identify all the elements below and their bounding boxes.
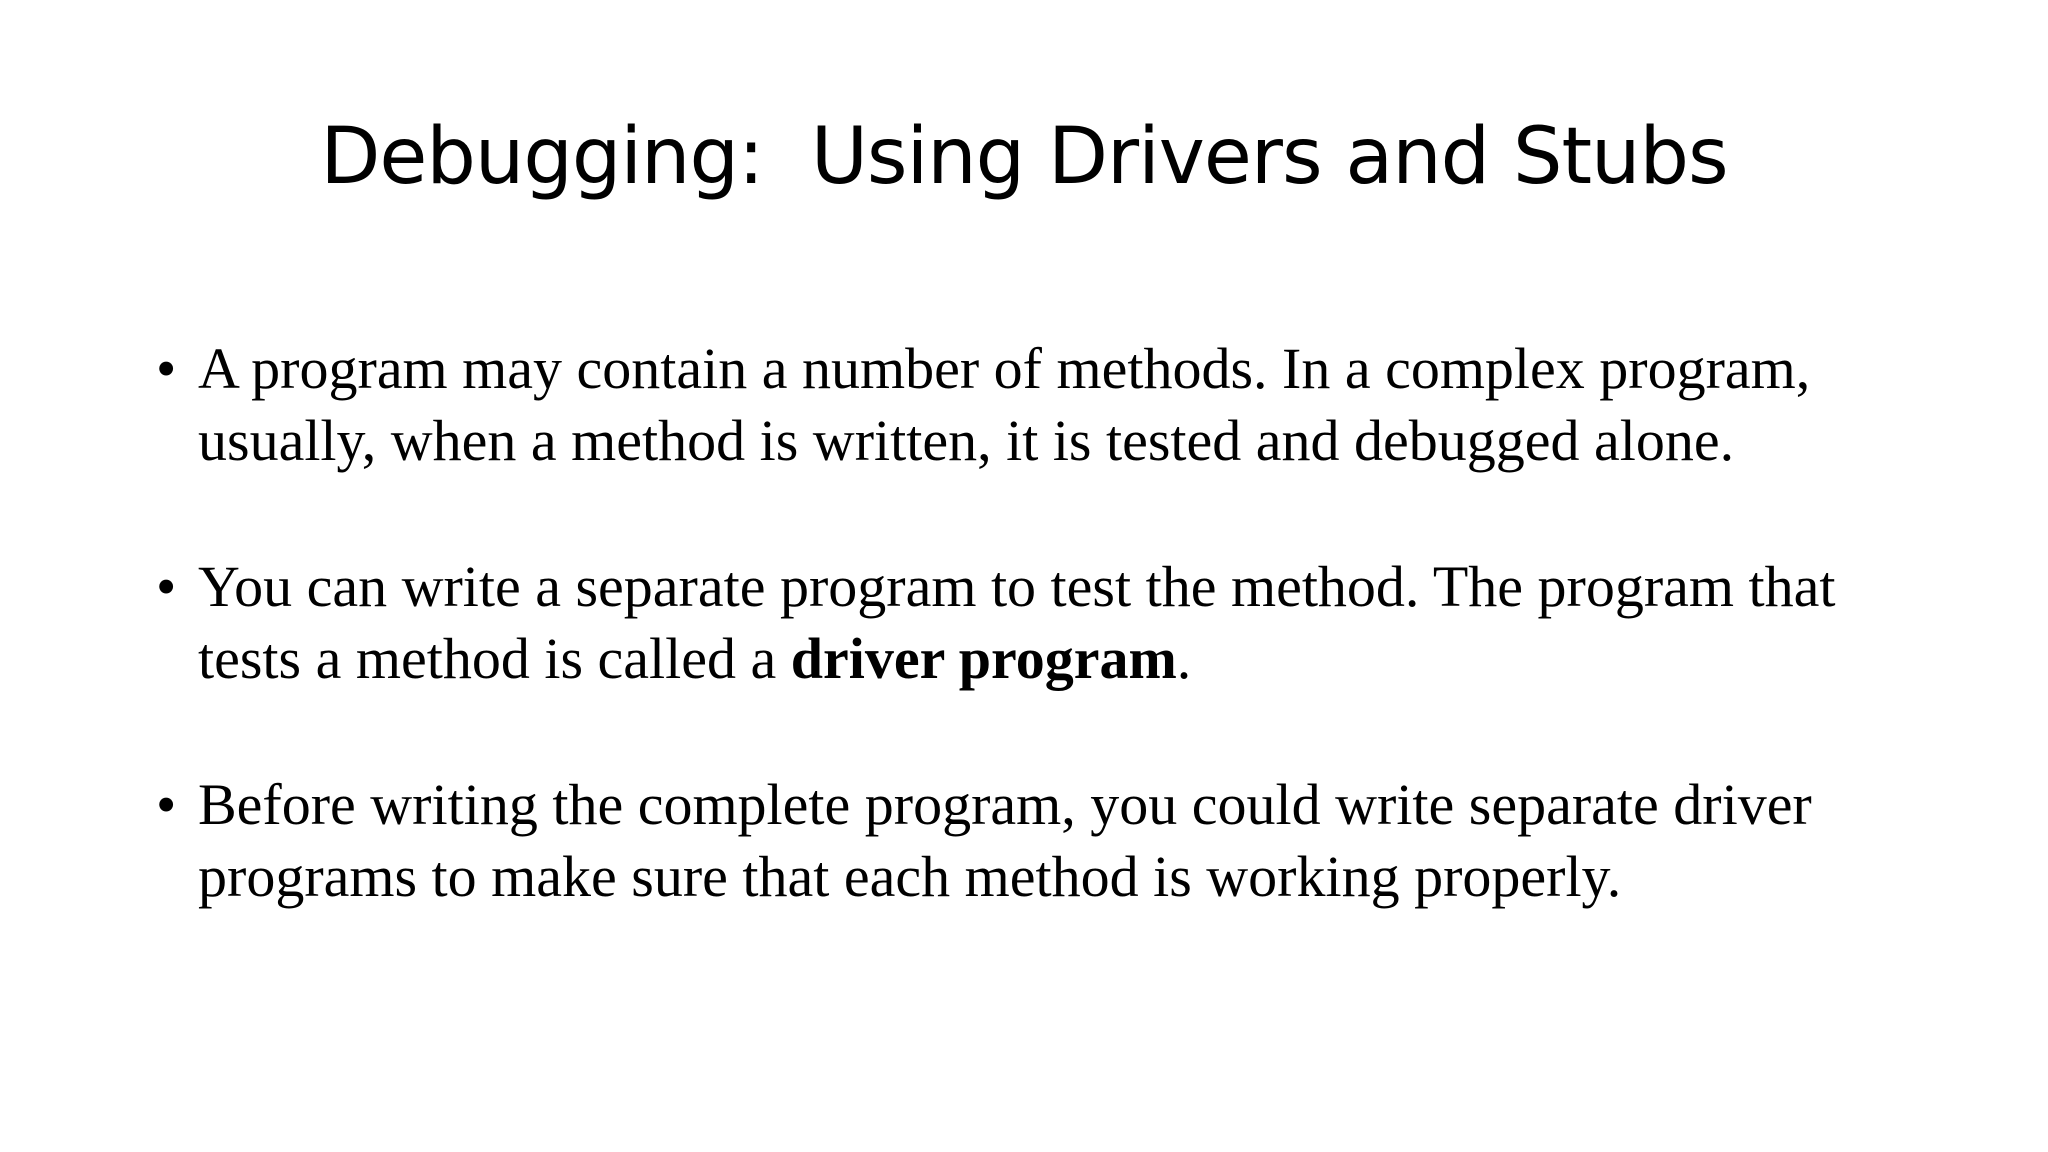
bullet-item-2 [156,551,1916,695]
bullet-text-2-start: You can write a separate program to test the method. The program that tests a method is called a [198,554,1836,691]
slide-title: Debugging: Using Drivers and Stubs [320,112,1728,202]
bullet-item-1 [156,333,1916,477]
bullet-marker-icon: • [156,336,177,401]
bullet-list [156,333,1916,987]
bullet-text-2-end: . [1176,626,1192,691]
bullet-item-3 [156,769,1916,913]
bullet-text-1: A program may contain a number of methods. In a complex program, usually, when a method is written, it is tested and debugged alone. [198,336,1811,473]
bullet-text-3: Before writing the complete program, you could write separate driver programs to make sure that each method is working properly. [198,772,1812,909]
driver-program-term: driver program [790,626,1177,691]
bullet-marker-icon: • [156,554,177,619]
bullet-marker-icon: • [156,772,177,837]
